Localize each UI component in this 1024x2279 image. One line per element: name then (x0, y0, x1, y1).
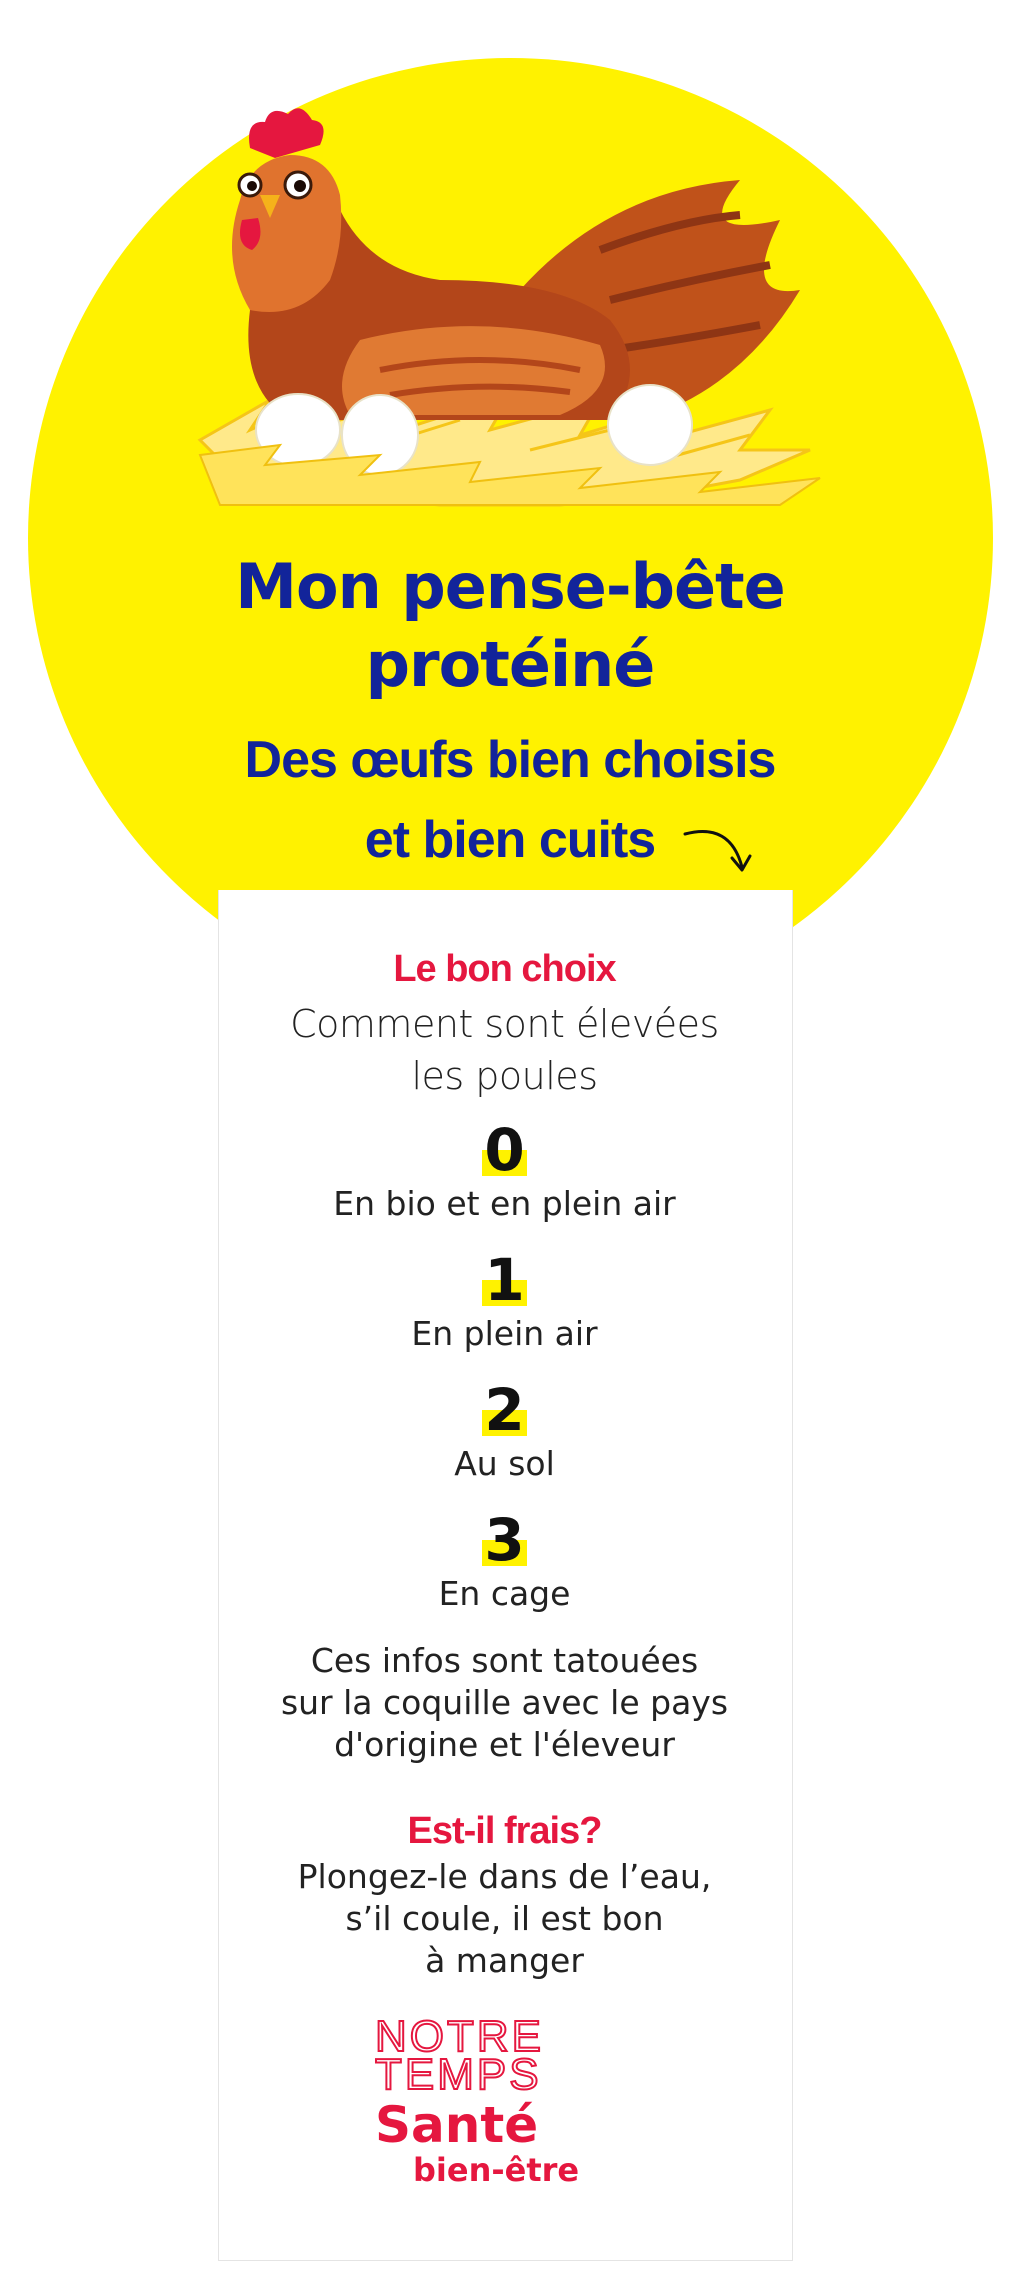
fresh-line3: à manger (425, 1941, 584, 1980)
page-subtitle-line2: et bien cuits (364, 811, 656, 869)
page-subtitle-line1: Des œufs bien choisis (244, 731, 776, 789)
fresh-line2: s’il coule, il est bon (345, 1899, 664, 1938)
note-line3: d'origine et l'éleveur (334, 1725, 675, 1764)
logo-notre: NOTRE (375, 2012, 544, 2061)
notre-temps-sante-logo (375, 2012, 635, 2189)
choice-intro-line2: les poules (411, 1054, 598, 1098)
code-number-0: 0 (484, 1116, 525, 1184)
hen-illustration (180, 100, 830, 520)
note-line1: Ces infos sont tatouées (310, 1641, 699, 1680)
code-number-1: 1 (484, 1246, 525, 1314)
egg (608, 385, 692, 465)
note-line2: sur la coquille avec le pays (280, 1683, 729, 1722)
code-label-0: En bio et en plein air (333, 1184, 676, 1223)
code-label-3: En cage (438, 1574, 571, 1613)
page-title-line1: Mon pense-bête (235, 550, 785, 623)
page-title-line2: protéiné (365, 628, 655, 701)
code-label-1: En plein air (411, 1314, 598, 1353)
code-label-2: Au sol (454, 1444, 555, 1483)
code-number-3: 3 (484, 1506, 525, 1574)
fresh-line1: Plongez-le dans de l’eau, (297, 1857, 712, 1896)
logo-sante: Santé (375, 2096, 539, 2154)
fresh-heading: Est-il frais? (407, 1810, 602, 1852)
curved-arrow-icon (680, 822, 760, 892)
code-number-2: 2 (484, 1376, 525, 1444)
logo-temps: TEMPS (375, 2050, 542, 2099)
logo-bien-etre: bien-être (413, 2151, 580, 2189)
choice-heading: Le bon choix (393, 948, 616, 990)
choice-intro-line1: Comment sont élevées (290, 1002, 719, 1046)
hen-comb (249, 108, 324, 158)
